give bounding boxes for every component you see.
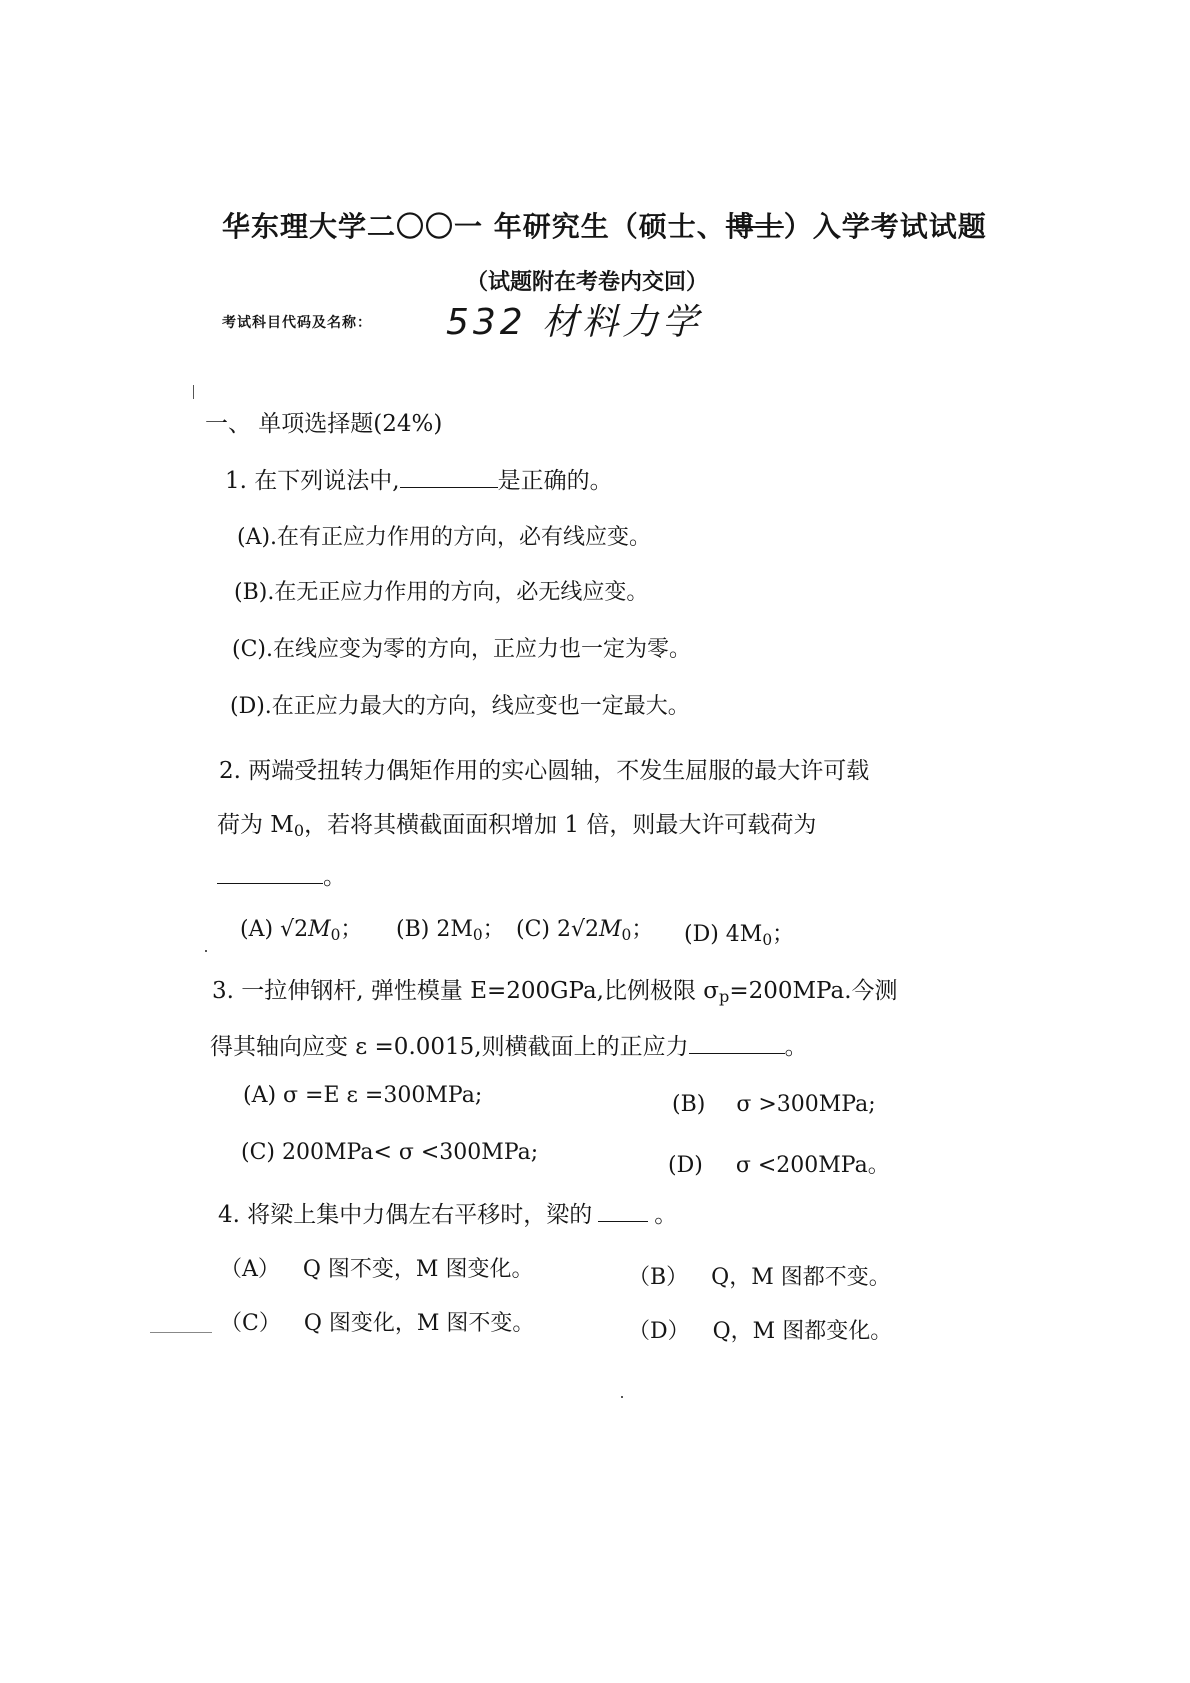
q1-suffix: 是正确的。 — [497, 468, 613, 494]
q3-opt-d-label: (D) — [668, 1153, 703, 1178]
section-heading: 一、 单项选择题(24%) — [205, 411, 443, 437]
q2-opt-d-sub: 0 — [762, 930, 773, 949]
q4-option-c — [220, 1306, 534, 1337]
q2-opt-a-end: ； — [340, 917, 363, 942]
exam-title — [222, 205, 987, 245]
q4-prefix: 4. 将梁上集中力偶左右平移时，梁的 — [218, 1202, 593, 1228]
q1-blank — [400, 463, 498, 488]
q2-opt-b-pre: (B) 2M — [396, 917, 473, 942]
q2-line2 — [217, 806, 816, 840]
q2-opt-c-end: ； — [631, 917, 654, 942]
exam-subtitle: （试题附在考卷内交回） — [466, 269, 709, 295]
q4-stem — [218, 1196, 677, 1229]
q2-opt-a-sqrt: √2 — [280, 917, 309, 942]
q1-option-c: (C).在线应变为零的方向，正应力也一定为零。 — [232, 637, 691, 662]
title-post: ）入学考试试题 — [783, 210, 987, 243]
q4-opt-d-label: （D） — [628, 1319, 690, 1344]
q1-option-d: (D).在正应力最大的方向，线应变也一定最大。 — [230, 694, 690, 719]
q3-blank — [689, 1029, 785, 1054]
q2-line3-end: 。 — [323, 864, 346, 890]
q3-line1-pre: 3. 一拉伸钢杆, 弹性模量 E=200GPa,比例极限 σ — [212, 978, 719, 1004]
q4-blank — [598, 1197, 648, 1222]
q3-line1 — [212, 972, 898, 1006]
q4-option-b — [628, 1260, 891, 1291]
q2-option-b — [396, 912, 505, 944]
q4-option-a — [220, 1252, 533, 1283]
q1-prefix: 1. 在下列说法中, — [225, 468, 400, 494]
scan-dot — [205, 950, 207, 952]
q3-option-c: (C) 200MPa< σ <300MPa; — [241, 1140, 539, 1165]
q2-line3 — [217, 858, 346, 891]
q4-opt-a-label: （A） — [220, 1257, 280, 1282]
q2-line2-sub: 0 — [293, 821, 305, 841]
q2-option-d — [684, 917, 794, 949]
subject-handwritten: 532 材料力学 — [446, 302, 703, 343]
q3-option-d — [668, 1148, 890, 1179]
q2-line2-post: ，若将其横截面面积增加 1 倍，则最大许可载荷为 — [304, 812, 817, 838]
q3-opt-b-label: (B) — [672, 1092, 706, 1117]
subject-label: 考试科目代码及名称： — [222, 315, 372, 331]
q1-option-a: (A).在有正应力作用的方向，必有线应变。 — [237, 525, 652, 550]
q4-opt-b-text: Q，M 图都不变。 — [711, 1265, 891, 1290]
q4-opt-c-label: （C） — [220, 1311, 281, 1336]
q3-line2-pre: 得其轴向应变 ε =0.0015,则横截面上的正应力 — [210, 1034, 689, 1060]
scan-mark-line — [150, 1332, 212, 1333]
q3-opt-d-val: σ <200MPa。 — [735, 1153, 890, 1178]
q3-line1-sub: p — [719, 987, 730, 1007]
q2-opt-b-end: ； — [482, 917, 505, 942]
scan-dot-2 — [621, 1396, 623, 1398]
q4-suffix: 。 — [654, 1202, 678, 1228]
q3-line2-end: 。 — [784, 1034, 808, 1060]
q2-opt-d-pre: (D) 4M — [684, 922, 763, 947]
q2-opt-c-label: (C) — [516, 917, 550, 942]
q4-option-d — [628, 1314, 892, 1345]
q2-opt-c-sub: 0 — [621, 925, 632, 944]
q3-line1-post: =200MPa.今测 — [729, 978, 898, 1004]
q3-option-b — [672, 1092, 876, 1117]
q2-option-c — [516, 912, 653, 944]
q2-line1: 2. 两端受扭转力偶矩作用的实心圆轴，不发生屈服的最大许可载 — [219, 758, 870, 784]
q2-blank — [217, 859, 323, 884]
q2-opt-a-m: M — [308, 917, 331, 942]
q2-opt-d-end: ； — [772, 922, 795, 947]
q2-option-a — [240, 912, 362, 944]
q4-opt-a-text: Q 图不变，M 图变化。 — [302, 1257, 534, 1282]
q4-opt-c-text: Q 图变化，M 图不变。 — [303, 1311, 535, 1336]
q4-opt-d-text: Q，M 图都变化。 — [712, 1319, 893, 1344]
q3-opt-b-val: σ >300MPa; — [736, 1092, 876, 1117]
q2-opt-b-sub: 0 — [472, 925, 483, 944]
q2-opt-c-val: 2√2 — [557, 917, 600, 942]
title-pre: 华东理大学二〇〇一 年研究生（硕士、 — [222, 210, 726, 243]
q2-line2-pre: 荷为 M — [217, 812, 294, 838]
title-struck-word: 博士 — [725, 210, 784, 243]
q1-stem — [225, 462, 613, 495]
q1-option-b: (B).在无正应力作用的方向，必无线应变。 — [234, 580, 649, 605]
q2-opt-a-label: (A) — [240, 917, 274, 942]
q2-opt-c-m: M — [599, 917, 622, 942]
scan-mark — [193, 385, 194, 399]
q3-line2 — [210, 1028, 808, 1061]
q2-opt-a-sub: 0 — [330, 925, 341, 944]
q4-opt-b-label: （B） — [628, 1265, 689, 1290]
q3-option-a: (A) σ =E ε =300MPa; — [243, 1083, 483, 1108]
